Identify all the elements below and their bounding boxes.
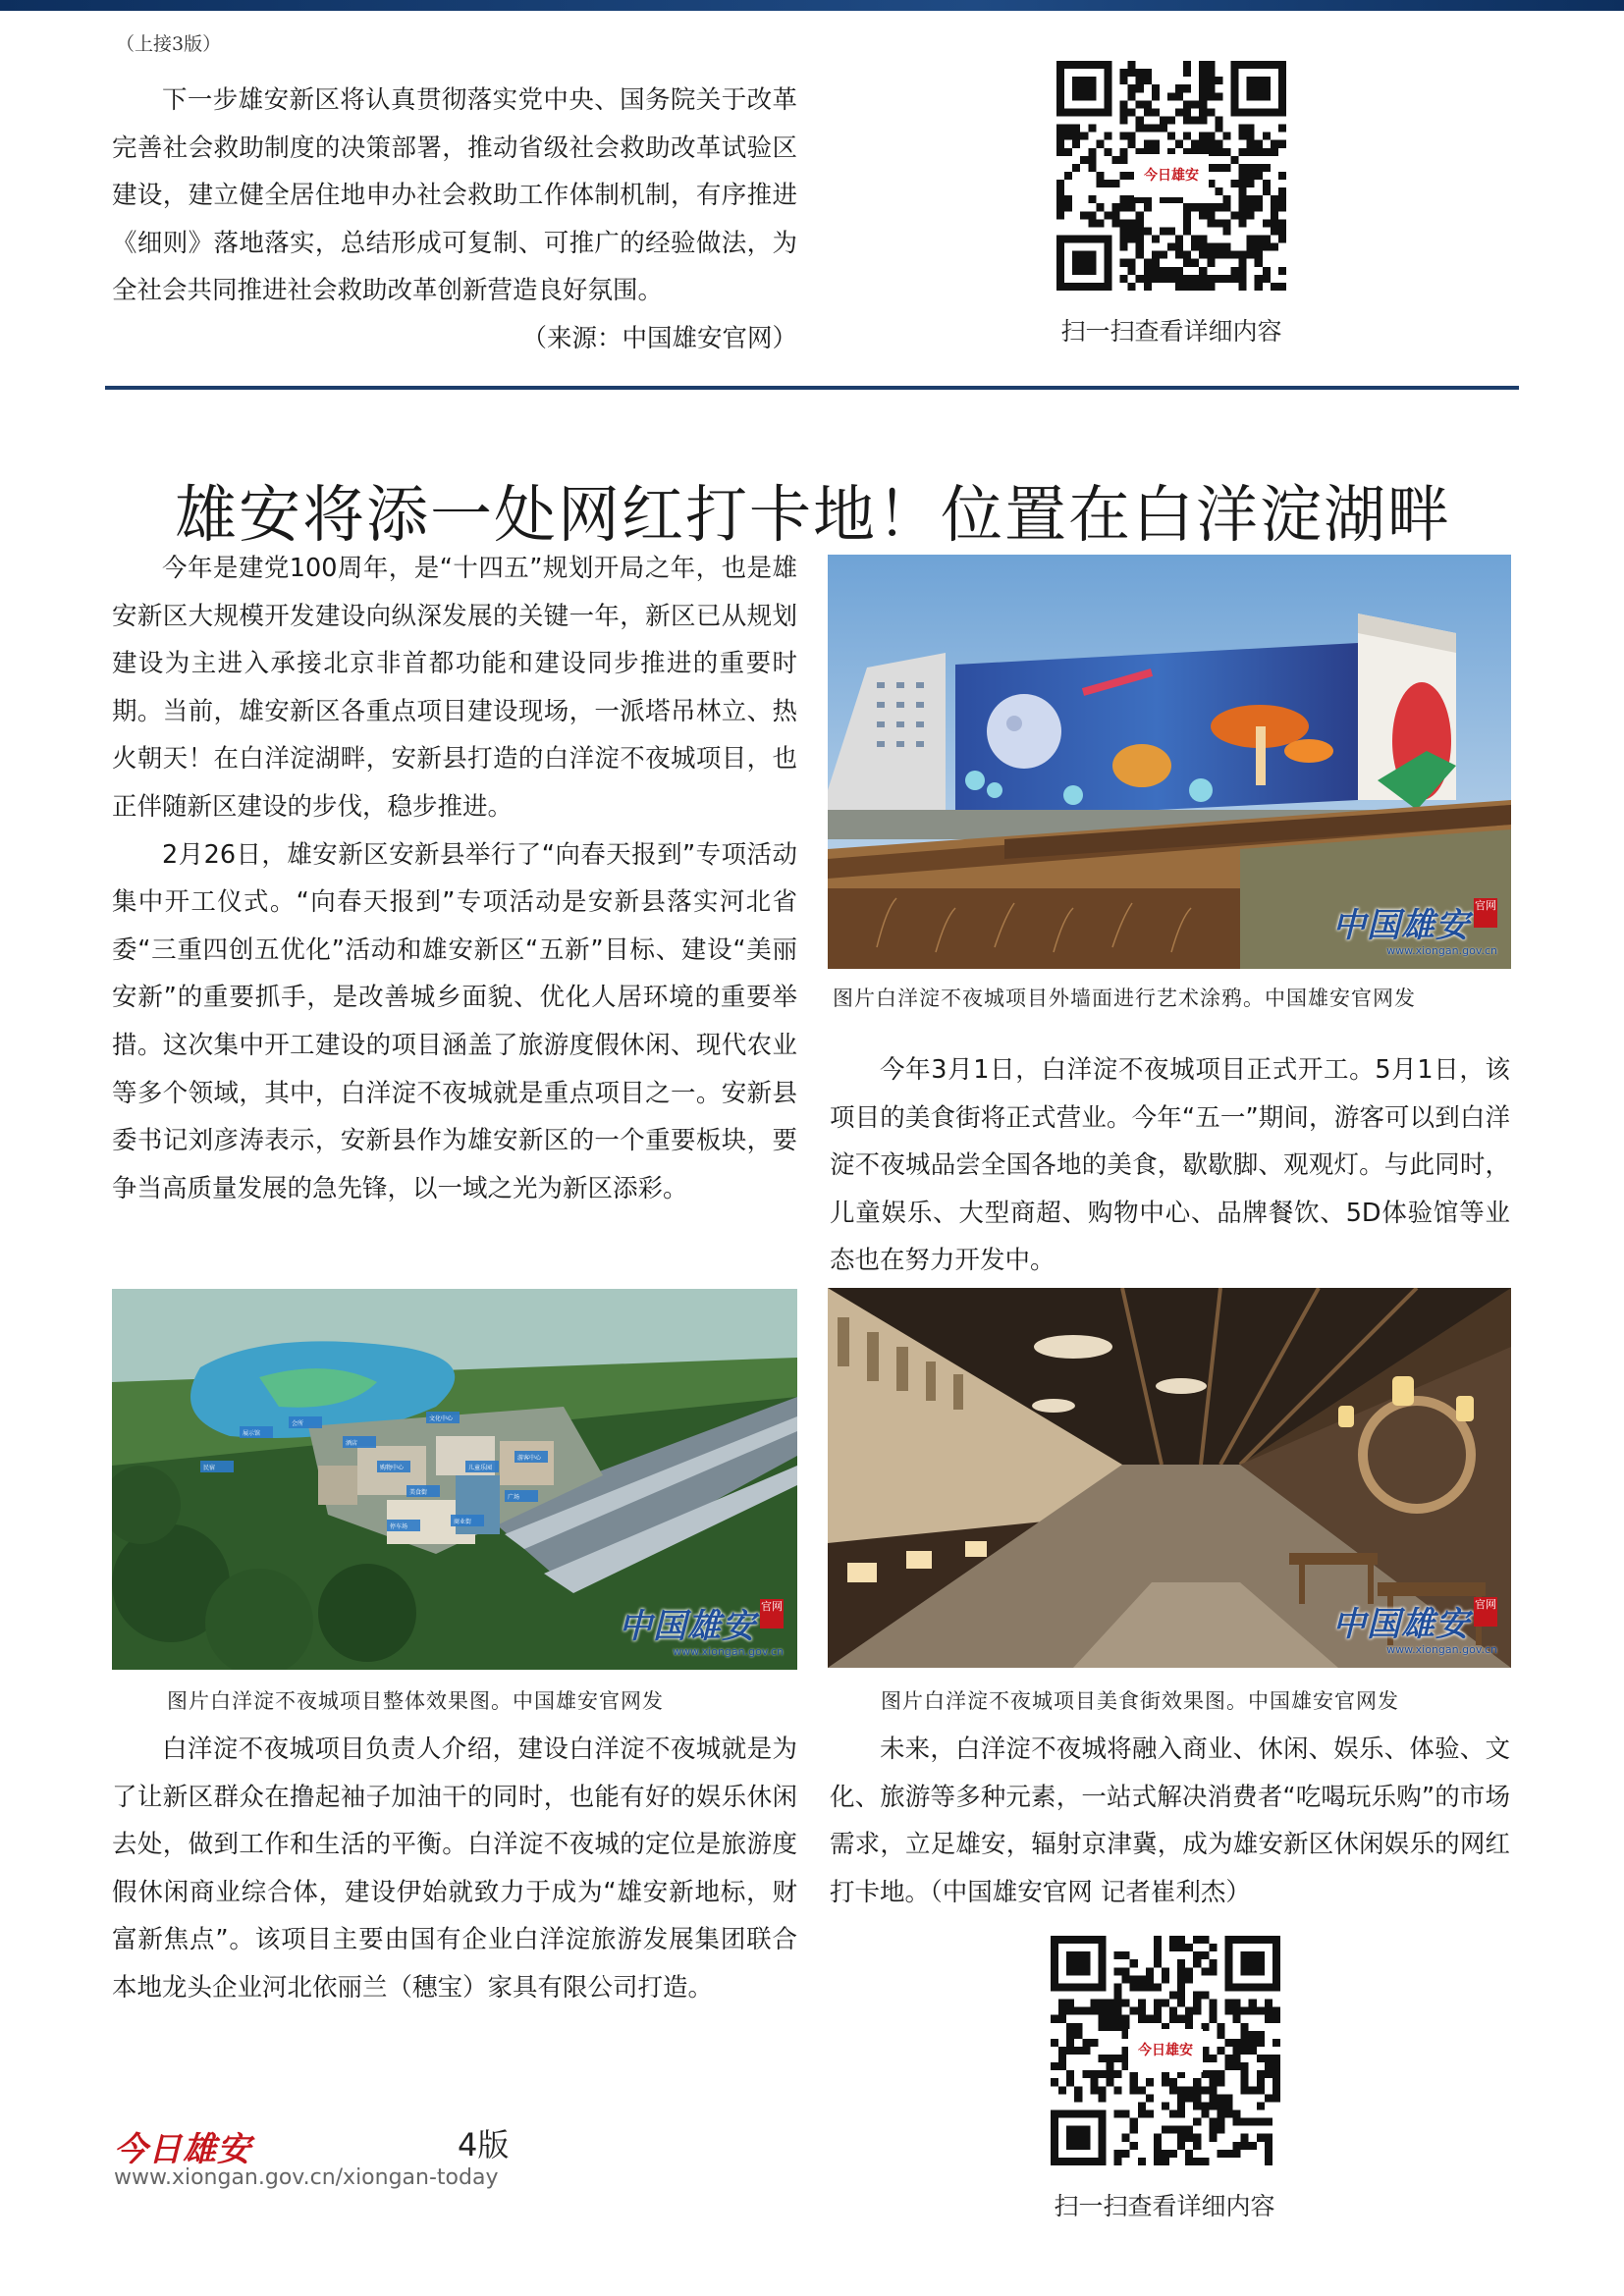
mural-wall-photo — [828, 555, 1511, 969]
intro-paragraph: 下一步雄安新区将认真贯彻落实党中央、国务院关于改革完善社会救助制度的决策部署，推动省级社会救助改革试验区建设，建立健全居住地申办社会救助工作体制机制，有序推进《细则》落地落实，总结形成可复制、可推广的经验做法，为全社会共同推进社会救助改革创新营造良好氛围。 — [112, 85, 797, 306]
aerial-photo-caption: 图片白洋淀不夜城项目整体效果图。中国雄安官网发 — [167, 1689, 664, 1713]
aerial-label-text: 广场 — [508, 1494, 520, 1501]
food-street-photo — [828, 1288, 1511, 1668]
right-column-text — [830, 1046, 1510, 1285]
paragraph-2: 2月26日，雄安新区安新县举行了“向春天报到”专项活动集中开工仪式。“向春天报到”专项活动是安新县落实河北省委“三重四创五优化”活动和雄安新区“五新”目标、建设“美丽安新”的重要抓手，是改善城乡面貌、优化人居环境的重要举措。这次集中开工建设的项目涵盖了旅游度假休闲、现代农业等多个领域，其中，白洋淀不夜城就是重点项目之一。安新县委书记刘彦涛表示，安新县作为雄安新区的一个重要板块，要争当高质量发展的急先锋，以一域之光为新区添彩。 — [112, 839, 797, 1203]
qr-code-bottom[interactable] — [1051, 1936, 1280, 2165]
qr-logo-top: 今日雄安 — [1134, 154, 1209, 197]
photo-watermark: 中国雄安官网 www.xiongan.gov.cn — [1332, 1598, 1497, 1656]
aerial-label-text: 儿童乐园 — [468, 1465, 493, 1471]
aerial-label-text: 会所 — [292, 1420, 304, 1427]
paragraph-1: 今年是建党100周年，是“十四五”规划开局之年，也是雄安新区大规模开发建设向纵深发展的关键一年，新区已从规划建设为主进入承接北京非首都功能和建设同步推进的重要时期。当前，雄安新区各重点项目建设现场，一派塔吊林立、热火朝天！在白洋淀湖畔，安新县打造的白洋淀不夜城项目，也正伴随新区建设的步伐，稳步推进。 — [112, 554, 797, 822]
paragraph-right-2: 未来，白洋淀不夜城将融入商业、休闲、娱乐、体验、文化、旅游等多种元素，一站式解决消费者“吃喝玩乐购”的市场需求，立足雄安，辐射京津冀，成为雄安新区休闲娱乐的网红打卡地。（中国雄安官网 记者崔利杰） — [830, 1735, 1510, 1907]
qr-caption-top: 扫一扫查看详细内容 — [1060, 317, 1282, 346]
qr-logo-bottom: 今日雄安 — [1128, 2029, 1203, 2072]
footer-url[interactable]: www.xiongan.gov.cn/xiongan-today — [114, 2165, 499, 2190]
aerial-label-text: 展示馆 — [243, 1430, 261, 1437]
top-color-bar — [0, 0, 1624, 11]
continued-note: （上接3版） — [116, 33, 222, 55]
food-street-photo-caption: 图片白洋淀不夜城项目美食街效果图。中国雄安官网发 — [881, 1689, 1399, 1713]
section-divider — [105, 386, 1519, 390]
left-column-text — [112, 545, 797, 1212]
qr-caption-bottom: 扫一扫查看详细内容 — [1054, 2192, 1275, 2220]
aerial-label-text: 文化中心 — [429, 1415, 454, 1422]
qr-code-top[interactable] — [1056, 61, 1286, 291]
paragraph-right-1: 今年3月1日，白洋淀不夜城项目正式开工。5月1日，该项目的美食街将正式营业。今年“五一”期间，游客可以到白洋淀不夜城品尝全国各地的美食，歇歇脚、观观灯。与此同时，儿童娱乐、大型商超、购物中心、品牌餐饮、5D体验馆等业态也在努力开发中。 — [830, 1055, 1510, 1276]
aerial-rendering-photo — [112, 1289, 797, 1670]
mural-photo-caption: 图片白洋淀不夜城项目外墙面进行艺术涂鸦。中国雄安官网发 — [833, 987, 1416, 1010]
aerial-label-text: 购物中心 — [380, 1465, 405, 1471]
footer-logo: 今日雄安 — [114, 2130, 251, 2169]
aerial-label-text: 游客中心 — [517, 1455, 542, 1462]
footer-page-number: 4版 — [458, 2126, 510, 2163]
aerial-label-text: 美食街 — [409, 1489, 428, 1496]
aerial-label-text: 酒店 — [346, 1440, 358, 1447]
aerial-label-text: 商业街 — [454, 1519, 472, 1525]
right-column-text-2 — [830, 1726, 1510, 1916]
left-column-text-2 — [112, 1726, 797, 2012]
aerial-label-text: 停车场 — [390, 1523, 408, 1530]
intro-article — [112, 77, 797, 363]
intro-source: （来源：中国雄安官网） — [521, 323, 797, 353]
article-headline: 雄安将添一处网红打卡地！位置在白洋淀湖畔 — [175, 479, 1451, 552]
photo-watermark: 中国雄安官网 www.xiongan.gov.cn — [619, 1600, 784, 1658]
paragraph-3: 白洋淀不夜城项目负责人介绍，建设白洋淀不夜城就是为了让新区群众在撸起袖子加油干的同时，也能有好的娱乐休闲去处，做到工作和生活的平衡。白洋淀不夜城的定位是旅游度假休闲商业综合体，建设伊始就致力于成为“雄安新地标，财富新焦点”。该项目主要由国有企业白洋淀旅游发展集团联合本地龙头企业河北依丽兰（穗宝）家具有限公司打造。 — [112, 1735, 797, 2002]
aerial-label-text: 民宿 — [203, 1465, 216, 1471]
photo-watermark: 中国雄安官网 www.xiongan.gov.cn — [1332, 899, 1497, 957]
